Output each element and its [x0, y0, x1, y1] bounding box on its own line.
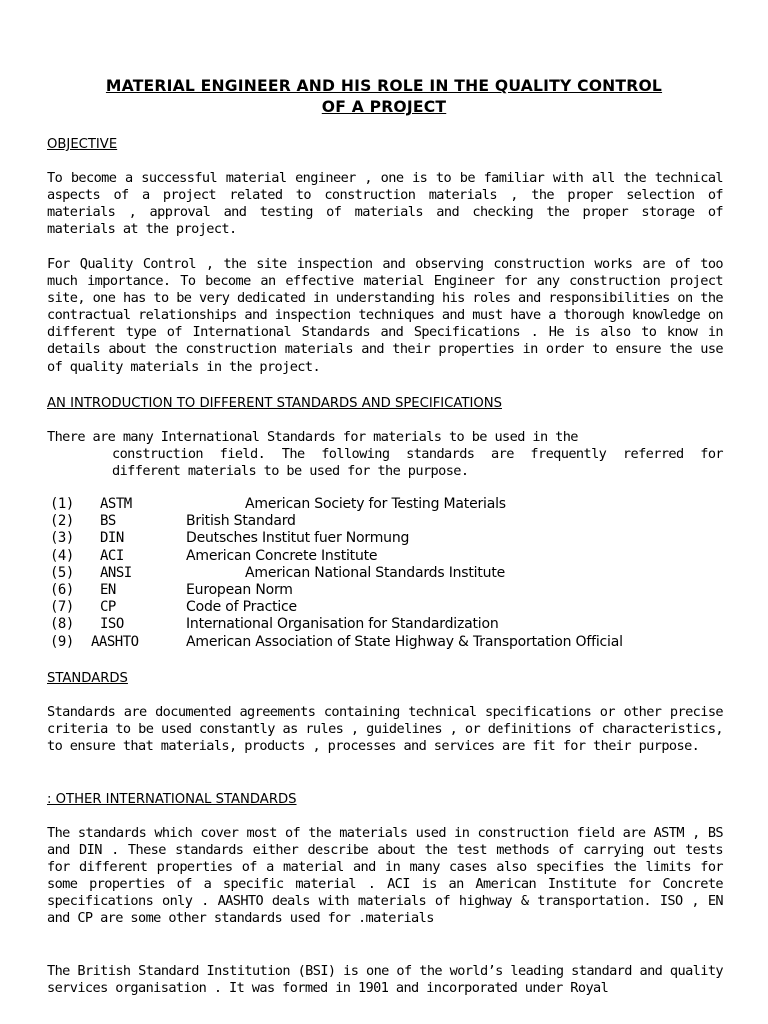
list-item-code: ACI	[100, 547, 124, 564]
list-item-code: DIN	[100, 530, 124, 547]
list-item-number: (1)	[50, 496, 74, 512]
list-item	[50, 616, 740, 633]
intro-paragraph-rest: construction field. The following standards are frequently referred for different materials to be used for the purpose.	[112, 446, 723, 480]
list-item-name: European Norm	[186, 581, 293, 598]
list-item-code: BS	[100, 513, 116, 530]
intro-paragraph-first-line: There are many International Standards for materials to be used in the	[47, 429, 578, 445]
list-item-name: Deutsches Institut fuer Normung	[186, 530, 410, 547]
list-item-code: AASHTO	[91, 633, 139, 650]
list-item-number: (9)	[50, 633, 74, 650]
other-standards-paragraph: The standards which cover most of the materials used in construction field are ASTM , BS and DIN . These standards either describe about the test methods of carrying out tests for different properties of a material and in many cases also specifies the limits for some properties of a specific material . ACI is an American Institute for Concrete specifications only . AASHTO deals with materials of highway & transportation. ISO , EN and CP are some other standards used for .materials	[47, 825, 723, 927]
other-standards-heading: : OTHER INTERNATIONAL STANDARDS	[47, 792, 297, 807]
list-item-code: EN	[100, 581, 116, 598]
list-item-code: ANSI	[100, 564, 132, 581]
list-item-number: (3)	[50, 530, 74, 547]
objective-heading: OBJECTIVE	[47, 137, 118, 152]
intro-heading: AN INTRODUCTION TO DIFFERENT STANDARDS AND SPECIFICATIONS	[47, 396, 502, 411]
list-item-name: International Organisation for Standardization	[186, 616, 499, 633]
standards-heading: STANDARDS	[47, 671, 128, 686]
title-line-1: MATERIAL ENGINEER AND HIS ROLE IN THE QUALITY CONTROL	[105, 77, 663, 95]
list-item	[50, 582, 740, 599]
objective-paragraph-1: To become a successful material engineer , one is to be familiar with all the technical aspects of a project related to construction materials , the proper selection of materials , approval and testing of materials and checking the proper storage of materials at the project.	[47, 170, 723, 238]
list-item-name: American Concrete Institute	[186, 547, 378, 564]
list-item-number: (4)	[50, 547, 74, 564]
list-item-code: ISO	[100, 616, 124, 633]
list-item-number: (5)	[50, 564, 74, 581]
title-line-2: OF A PROJECT	[321, 98, 447, 116]
list-item	[50, 565, 740, 582]
bsi-paragraph: The British Standard Institution (BSI) is one of the world’s leading standard and quality services organisation . It was formed in 1901 and incorporated under Royal	[47, 963, 723, 997]
list-item	[50, 548, 740, 565]
intro-paragraph	[47, 429, 723, 480]
objective-paragraph-2: For Quality Control , the site inspection and observing construction works are of too much importance. To become an effective material Engineer for any construction project site, one has to be very dedicated in understanding his roles and responsibilities on the contractual relationships and inspection techniques and must have a thorough knowledge on different type of International Standards and Specifications . He is also to know in details about the construction materials and their properties in order to ensure the use of quality materials in the project.	[47, 256, 723, 375]
list-item-name: British Standard	[186, 513, 296, 530]
list-item-name: American Association of State Highway & Transportation Official	[186, 633, 623, 650]
document-title	[40, 76, 728, 118]
list-item-code: ASTM	[100, 496, 132, 512]
list-item	[50, 634, 740, 651]
list-item-name: Code of Practice	[186, 599, 297, 616]
list-item-code: CP	[100, 599, 116, 616]
list-item	[50, 496, 740, 513]
list-item	[50, 599, 740, 616]
standards-list	[50, 496, 740, 651]
list-item-number: (2)	[50, 513, 74, 530]
list-item-number: (8)	[50, 616, 74, 633]
list-item-name: American Society for Testing Materials	[245, 496, 506, 512]
list-item-number: (7)	[50, 599, 74, 616]
list-item	[50, 530, 740, 547]
list-item	[50, 513, 740, 530]
list-item-name: American National Standards Institute	[245, 564, 506, 581]
list-item-number: (6)	[50, 581, 74, 598]
standards-paragraph: Standards are documented agreements containing technical specifications or other precise criteria to be used constantly as rules , guidelines , or definitions of characteristics, to ensure that materials, products , processes and services are fit for their purpose.	[47, 704, 723, 755]
